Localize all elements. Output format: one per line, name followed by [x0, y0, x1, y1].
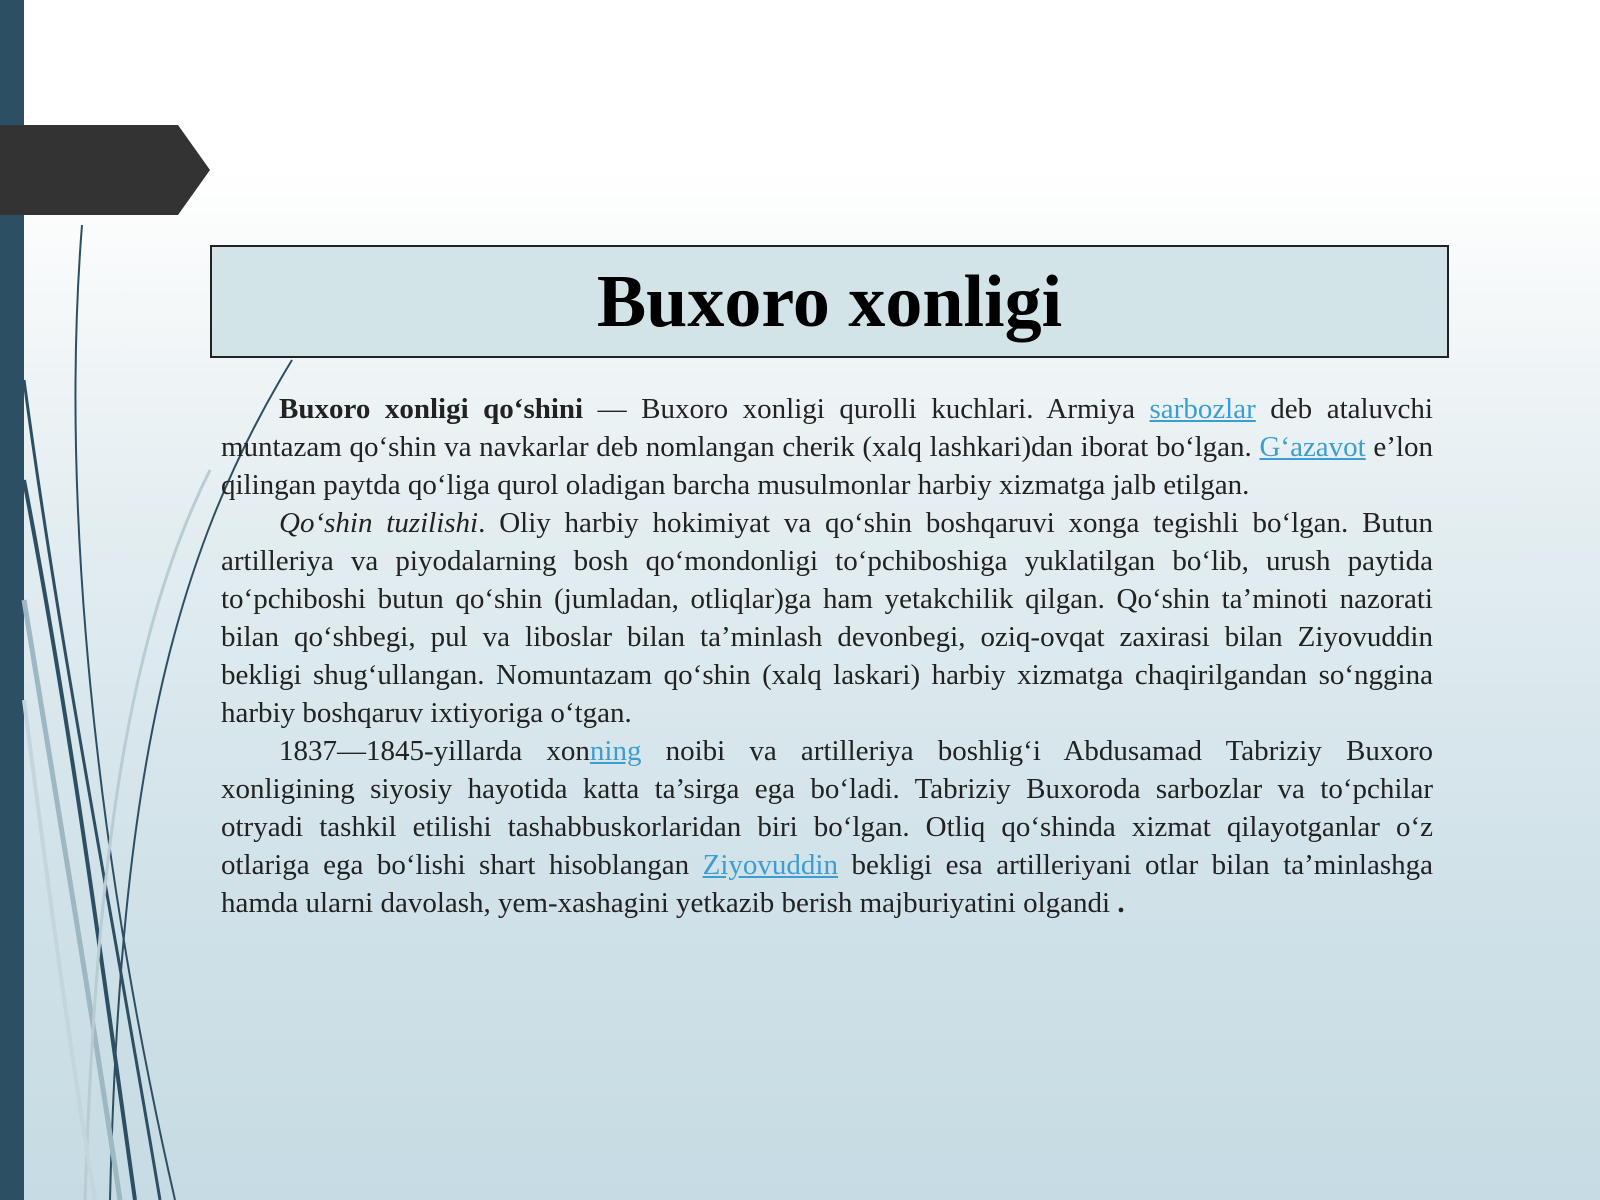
paragraph-1: [221, 390, 1433, 504]
paragraph-1-text-b: deb ataluvchi muntazam qo‘shin va navkarlar deb nomlangan cherik (xalq lashkari)dan iborat bo‘lgan.: [221, 393, 1433, 463]
paragraph-3-end-mark: .: [1110, 887, 1125, 919]
paragraph-2-text-a: . Oliy harbiy hokimiyat va qo‘shin boshqaruvi xonga tegishli bo‘lgan. Butun artilleriya va piyodalarning bosh qo‘mondonligi to‘pchiboshiga yuklatilgan bo‘lib, urush paytida to‘pchiboshi butun qo‘shin (jumladan, otliqlar)ga ham yetakchilik qilgan. Qo‘shin ta’minoti nazorati bilan qo‘shbegi, pul va liboslar bilan ta’minlash devonbegi, oziq-ovqat zaxirasi bilan Ziyovuddin bekligi shug‘ullangan. Nomuntazam qo‘shin (xalq laskari) harbiy xizmatga chaqirilgandan so‘nggina harbiy boshqaruv ixtiyoriga o‘tgan.: [221, 507, 1433, 729]
paragraph-2-lead: Qo‘shin tuzilishi: [279, 507, 479, 539]
paragraph-3-text-c: bekligi esa artilleriyani otlar bilan ta’minlashga hamda ularni davolash, yem-xashagini yetkazib berish majburiyatini olgandi: [221, 849, 1433, 919]
link-ziyovuddin[interactable]: Ziyovuddin: [702, 849, 838, 881]
body-text: [221, 390, 1433, 922]
paragraph-3: [221, 732, 1433, 922]
paragraph-1-lead: Buxoro xonligi qo‘shini: [279, 393, 584, 425]
paragraph-3-text-b: noibi va artilleriya boshlig‘i Abdusamad Tabriziy Buxoro xonligining siyosiy hayotida katta ta’sirga ega bo‘ladi. Tabriziy Buxoroda sarbozlar va to‘pchilar otryadi tashkil etilishi tashabbuskorlaridan biri bo‘lgan. Otliq qo‘shinda xizmat qilayotganlar o‘z otlariga ega bo‘lishi shart hisoblangan: [221, 735, 1433, 881]
link-sarbozlar[interactable]: sarbozlar: [1149, 393, 1256, 425]
paragraph-1-text-a: — Buxoro xonligi qurolli kuchlari. Armiya: [583, 393, 1150, 425]
link-ning[interactable]: ning: [589, 735, 642, 767]
slide-title: Buxoro xonligi: [596, 260, 1063, 343]
paragraph-1-text-c: e’lon qilingan paytda qo‘liga qurol oladigan barcha musulmonlar harbiy xizmatga jalb etilgan.: [221, 431, 1433, 501]
paragraph-3-text-a: 1837—1845-yillarda xon: [279, 735, 590, 767]
paragraph-2: [221, 504, 1433, 732]
title-box: [210, 245, 1449, 358]
link-gazavot[interactable]: G‘azavot: [1259, 431, 1366, 463]
